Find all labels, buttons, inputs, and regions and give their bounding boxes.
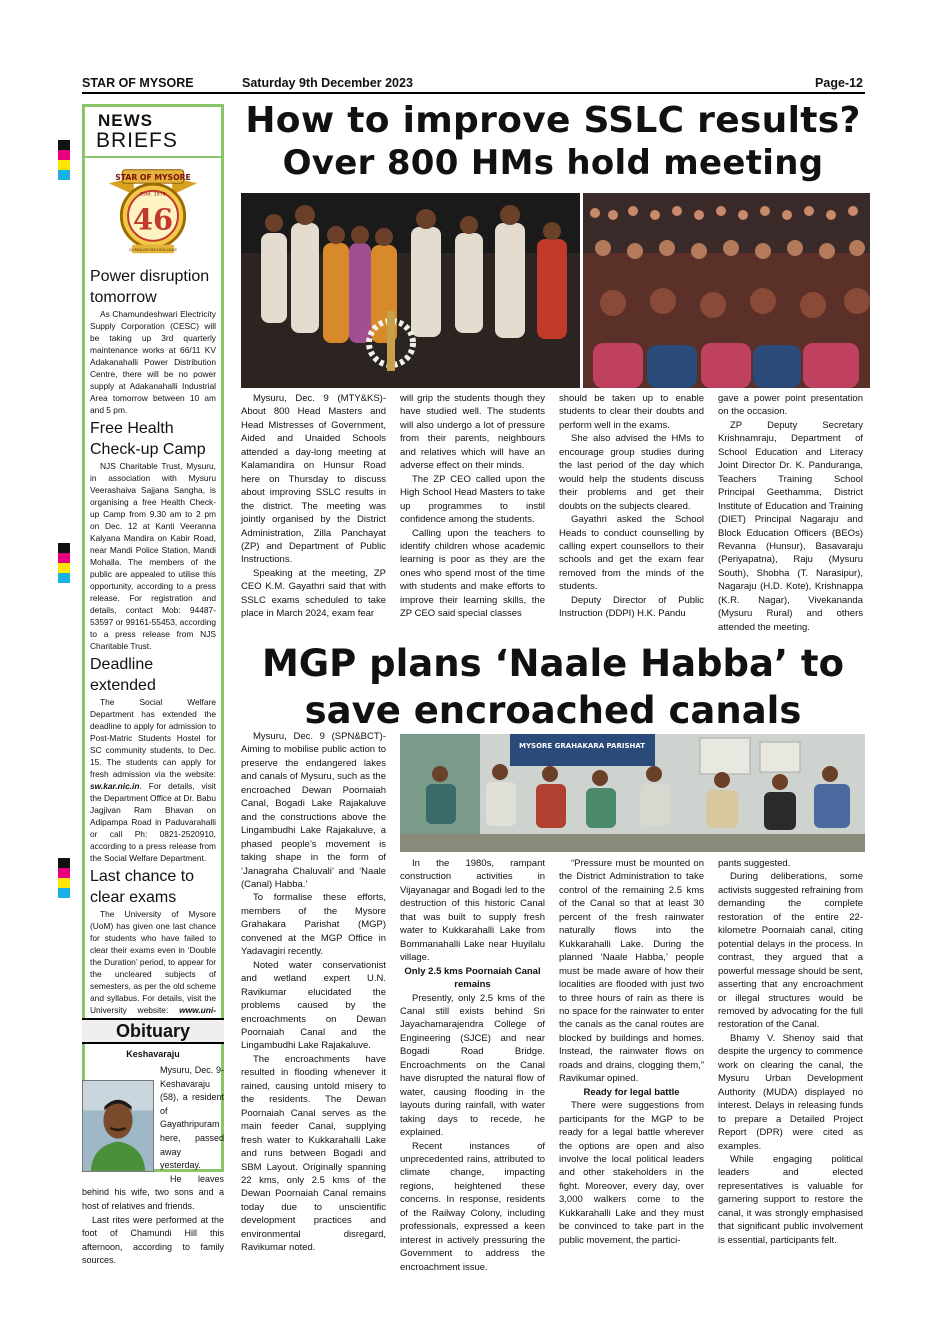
story1-column-3 [559,392,704,632]
story1-col3-p1: should be taken up to enable students to clear their doubts and perform well in the exams. [559,393,704,431]
brief-deadline-text-2: . For details, visit the Department Office at Dr. Babu Jagjivan Ram Bhavan on Adipampa Road in Paduvarahalli or call Ph: 0821-2520910, according to a press release from the Social Welfare Department. [90,781,217,863]
story1-col3-p2: She also advised the HMs to encourage group studies during the last period of the day which would help the students discuss their problems and get their doubts on the subjects cleared. [559,433,704,512]
briefs-label: BRIEFS [96,129,178,152]
story2-column-1 [241,730,386,1265]
story1-col2-p2: The ZP CEO called upon the High School Head Masters to take up programmes to instil confidence among the students. [400,473,545,526]
story2-col4-p1: pants suggested. [718,858,791,869]
registration-bars-top [58,140,70,180]
brief-exams-text: The University of Mysore (UoM) has given one last chance for students who have failed to clear their exams even in ‘Double the Duration’ period, to appear for the uncleared subjects of semesters, as per the old scheme and syllabus. For details, visit the University website: [90,909,216,1015]
story2-column-3 [559,857,704,1267]
story1-headline-line2: Over 800 HMs hold meeting [282,143,824,183]
paper-name: STAR OF MYSORE [82,76,194,90]
story2-col2-p1: In the 1980s, rampant construction activities in Vijayanagar and Bogadi led to the destruction of this historic Canal that was built to supply fresh water to Kukkarahalli Lake from Bommanahalli Lake near Huyilalu village. [400,858,545,964]
briefs-news-label: NEWS [98,111,153,130]
brief-body-power: As Chamundeshwari Electricity Supply Corporation (CESC) will be taking up 3rd quarterly maintenance works at 66/11 KV Adakanahalli Power Distribution Centre, there will be no power supply at Adakanahalli Industrial Area tomorrow between 10 am and 5 pm. [90,309,216,415]
brief-exams-link[interactable]: www.uni- [179,1005,216,1015]
obituary-text-b: He leaves behind his wife, two sons and a host of relatives and friends. [82,1173,224,1211]
story2-col1-p3: Noted water conservationist and wetland expert U.N. Ravikumar elucidated the problems caused by the encroachments on Dewan Poornaiah Canal and the Lingambudhi Lake Rajakaluve. [241,959,386,1052]
page-number: Page-12 [815,76,863,90]
story2-headline-line1: MGP plans ‘Naale Habba’ to [261,642,845,685]
story1-col2-p3: Calling upon the teachers to identify children whose academic learning is poor as they are the ones who spend most of the time with students and make efforts to improve their learning skills, the ZP CEO said special classes [400,527,545,620]
story2-col3-p2: There were suggestions from participants for the MGP to be ready for a legal battle wherever the options are open and also involve the local political leaders and other stakeholders in the fight. Moreover, every day, over 3,000 walkers come to the Kukkarahalli Lake and they must be convinced to take part in the public movement, the partici- [559,1100,704,1246]
story1-col3-p3: Gayathri asked the School Heads to conduct counselling by calling expert counsellors to their schools and get the exam fear removed from the minds of the students. [559,514,704,593]
obituary-portrait [82,1080,154,1172]
registration-bars-middle [58,543,70,583]
story1-col1-p1: Mysuru, Dec. 9 (MTY&KS)- About 800 Head Masters and Head Mistresses of Government, Aided and Unaided Schools attended a day-long meeting at Kalamandira on Hunsur Road here on Thursday to discuss about improving SSLC results in the district. The meeting was jointly organised by the District Administration, Zilla Panchayat (ZP) and Department of Public Instructions. [241,393,386,566]
logo-number: 46 [132,202,174,237]
story1-photo-lamp-lighting [241,193,580,388]
story1-column-1 [241,392,386,632]
story1-col4-p1: gave a power point presentation on the occasion. [718,393,863,418]
brief-deadline-text: The Social Welfare Department has extended the deadline to apply for admission to Post-Matric Students Hostel for SC community students, to Dec. 15. The students can apply for fresh admission via the website: [90,697,216,779]
story2-column-4 [718,857,863,1267]
story1-photo-audience [583,193,870,388]
obituary-text-a: Mysuru, Dec. 9- Keshavaraju (58), a resident of Gayathripuram here, passed away yesterday. [160,1065,224,1171]
issue-date: Saturday 9th December 2023 [242,76,413,90]
star-of-mysore-46-logo [105,164,201,260]
story2-photo-mgp-meeting [400,734,865,852]
obituary-text-c: Last rites were performed at the foot of Chamundi Hill this afternoon, according to family sources. [82,1214,224,1266]
brief-title-exams: Last chance to clear exams [90,868,195,906]
story2-col2-p2: Presently, only 2.5 kms of the Canal still exists behind Sri Jayachamarajendra College of Engineering (SJCE) and near Bogadi Road Bridge. Encroachments on the Canal have disrupted the natural flow of water, causing flooding in the layouts during rainfall, with water taking days to recede, he explained. [400,992,545,1139]
story1-col1-p2: Speaking at the meeting, ZP CEO K.M. Gayathri said that with SSLC exams scheduled to take place in March 2024, exam fear [241,567,386,620]
brief-title-power: Power disruption tomorrow [90,268,210,306]
obituary-heading: Obituary [82,1018,224,1044]
story1-col4-p2: ZP Deputy Secretary Krishnamraju, Department of School Education and Literacy Joint Director Dr. K. Panduranga, Teachers Training School Principal Geethamma, District Institute of Education and Training (DIET) Principal Nagaraju and Block Education Officers (BEOs) Revanna (Hunsur), Basavaraju (Periyapatna), Raju (Mysuru South), Shobha (T. Narasipur), Nagaraju (H.D. Kote), Krishnappa (K.R. Nagar), Vivekananda (Mysuru Rural) and others attended the meeting. [718,419,863,633]
brief-body-deadline [90,696,216,864]
logo-top-text: STAR OF MYSORE [115,172,191,182]
brief-body-exams [90,908,216,1028]
brief-title-health: Free Health Check-up Camp [90,420,206,458]
story2-headline [236,640,870,734]
story1-headline [236,100,870,184]
story2-col1-p2: To formalise these efforts, members of the Mysore Grahakara Parishat (MGP) convened at the MGP Office in Yadavagiri recently. [241,892,386,958]
story2-col4-p3: Bhamy V. Shenoy said that despite the urgency to commence work on clearing the canal, the Mysuru Urban Development Authority (MUDA) displayed no interest. Delays in releasing funds to prepare a Detailed Project Report (DPR) were cited as examples. [718,1032,863,1152]
story2-column-2 [400,857,545,1273]
story2-headline-line2: save encroached canals [304,689,802,732]
story2-col2-p3: Recent instances of unprecedented rains, attributed to climate change, impacting regions, heightened these concerns. In response, residents of the Railway Colony, including professionals, expressed a keen interest in actively pressuring the Government to address the encroachment issue. [400,1140,545,1273]
story1-column-2 [400,392,545,632]
news-briefs-box [82,104,224,1172]
obituary-name: Keshavaraju [126,1049,180,1059]
page-header [82,74,865,94]
story2-col3-p1: “Pressure must be mounted on the District Administration to take control of the remaining 2.5 kms of the Canal so that at least 30 percent of the fresh rainwater naturally flows into the Kukkarahalli Lake. During the planned ‘Naale Habba,’ people must be made aware of how their localities are flooded with just two to three hours of rain as there is no space for the rainwater to enter the canals as the canal routes are blocked by buildings and homes. Instead, the rainwater flows on roads and drains, clogging them,” Ravikumar opined. [559,858,704,1085]
brief-body-health: NJS Charitable Trust, Mysuru, in association with Mysuru Veerashaiva Sajjana Sangha, is organising a free Health Check-up Camp from 9.30 am to 2 pm on Dec. 12 at Kanti Veeranna Kalyana Mandira on Kabir Road, near Mandi Police Station, Mandi Mohalla. The members of the public are appealed to utilise this opportunity, according to a press release. For registration and details, contact Mob: 94487-53597 or 99161-55453, according to a press release from NJS Charitable Trust. [90,461,216,651]
story1-headline-line1: How to improve SSLC results? [245,100,861,141]
story1-column-4 [718,392,863,632]
brief-title-deadline: Deadline extended [90,656,156,694]
story2-col4-p4: While engaging political leaders and elected representatives is valuable for garnering support to restore the canal, it was strongly emphasised that significant public involvement is essential, participants felt. [718,1153,863,1246]
briefs-divider [85,156,221,158]
story2-col2-subhead: Only 2.5 kms Poornaiah Canal remains [404,965,541,991]
brief-deadline-link[interactable]: sw.kar.nic.in [90,781,140,791]
story2-col3-subhead: Ready for legal battle [583,1086,680,1098]
story2-col4-p2: During deliberations, some activists suggested refraining from demanding the complete restoration of the entire 22-kilometre Poornaiah canal, citing potential delays in the process. In contrast, they argued that a powerful message should be sent, asserting that any encroachment or illegal structures would be removed by advocating for the full restoration of the Canal. [718,871,863,1031]
story2-col1-p4: The encroachments have resulted in flooding whenever it rained, causing untold misery to the residents. The Dewan Poornaiah Canal serves as the main feeder Canal, supplying fresh water to Kukkarahalli Lake and runs between Bogadi and SBM Layout. Originally spanning 22 kms, only 2.5 kms of the Dewan Poornaiah Canal remains today due to unscientific development practices and environmental disregard, Ravikumar noted. [241,1053,386,1254]
logo-estd-text: Estd. 1978 [140,192,166,198]
story1-col3-p4: Deputy Director of Public Instruction (DDPI) H.K. Pandu [559,594,704,620]
registration-bars-bottom [58,858,70,898]
logo-bottom-text: JOURNALISM PAR EXCELLENCE [128,247,178,252]
story1-col2-p1: will grip the students though they have studied well. The students will also undergo a lot of pressure from their parents, neighbours and relatives which will have an adverse effect on their minds. [400,393,545,472]
story2-col1-p1: Mysuru, Dec. 9 (SPN&BCT)- Aiming to mobilise public action to preserve the endangered lakes and canals of Mysuru, such as the encroached Dewan Poornaiah Canal, Bogadi Lake Rajakaluve and the constructions above the Lingambudhi Lake Rajakaluve, a phased people’s movement is taking shape in the form of ‘Janagraha Chaluvali’ and ‘Naale (Canal) Habba.’ [241,731,386,890]
mgp-banner-text: MYSORE GRAHAKARA PARISHAT [519,742,645,750]
